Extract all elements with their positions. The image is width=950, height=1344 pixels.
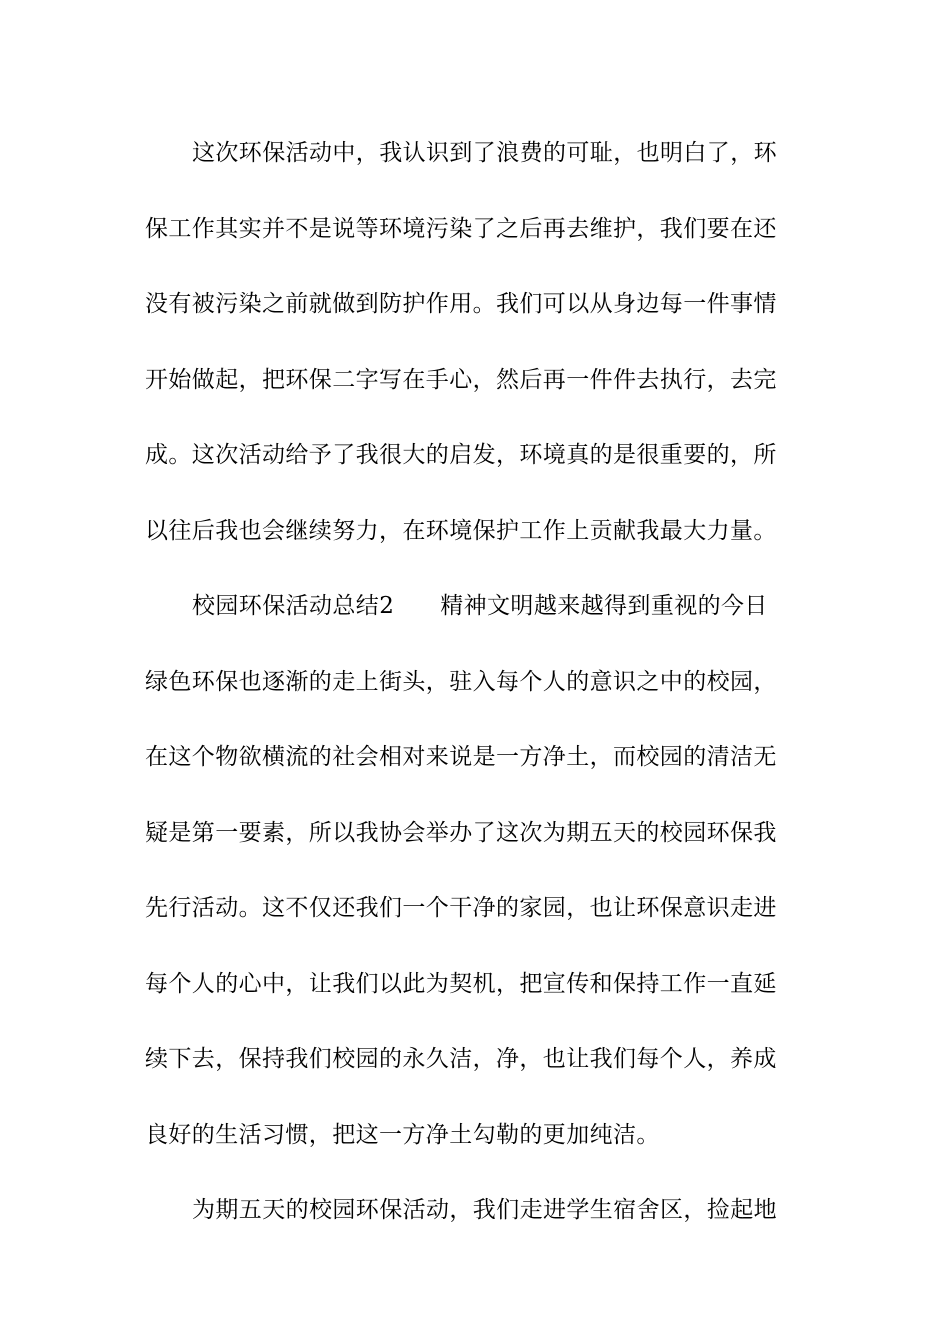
paragraph-2-line-7: 续下去，保持我们校园的永久洁，净，也让我们每个人，养成	[145, 1046, 777, 1072]
paragraph-1-line-4: 开始做起，把环保二字写在手心，然后再一件件去执行，去完	[145, 366, 777, 393]
paragraph-2-line-2: 绿色环保也逐渐的走上街头，驻入每个人的意识之中的校园，	[145, 668, 777, 695]
paragraph-2-line-3: 在这个物欲横流的社会相对来说是一方净土，而校园的清洁无	[145, 744, 777, 770]
paragraph-2-first-text: 精神文明越来越得到重视的今日	[440, 593, 768, 619]
document-body	[145, 133, 807, 1266]
paragraph-2-line-1	[145, 586, 807, 662]
paragraph-2-line-8: 良好的生活习惯，把这一方净土勾勒的更加纯洁。	[145, 1121, 660, 1148]
paragraph-3-line-1: 为期五天的校园环保活动，我们走进学生宿舍区，捡起地	[192, 1197, 777, 1223]
paragraph-2-line-4: 疑是第一要素，所以我协会举办了这次为期五天的校园环保我	[145, 819, 777, 846]
paragraph-1-line-3: 没有被污染之前就做到防护作用。我们可以从身边每一件事情	[145, 291, 777, 317]
section-heading: 校园环保活动总结2	[192, 593, 395, 619]
paragraph-2-line-6: 每个人的心中，让我们以此为契机，把宣传和保持工作一直延	[145, 970, 777, 997]
paragraph-1-line-1: 这次环保活动中，我认识到了浪费的可耻，也明白了，环	[192, 140, 777, 166]
paragraph-1-line-5: 成。这次活动给予了我很大的启发，环境真的是很重要的，所	[145, 442, 777, 468]
paragraph-1-line-2: 保工作其实并不是说等环境污染了之后再去维护，我们要在还	[145, 215, 777, 242]
paragraph-2-line-5: 先行活动。这不仅还我们一个干净的家园，也让环保意识走进	[145, 895, 777, 921]
paragraph-1-line-6: 以往后我也会继续努力，在环境保护工作上贡献我最大力量。	[145, 517, 777, 544]
